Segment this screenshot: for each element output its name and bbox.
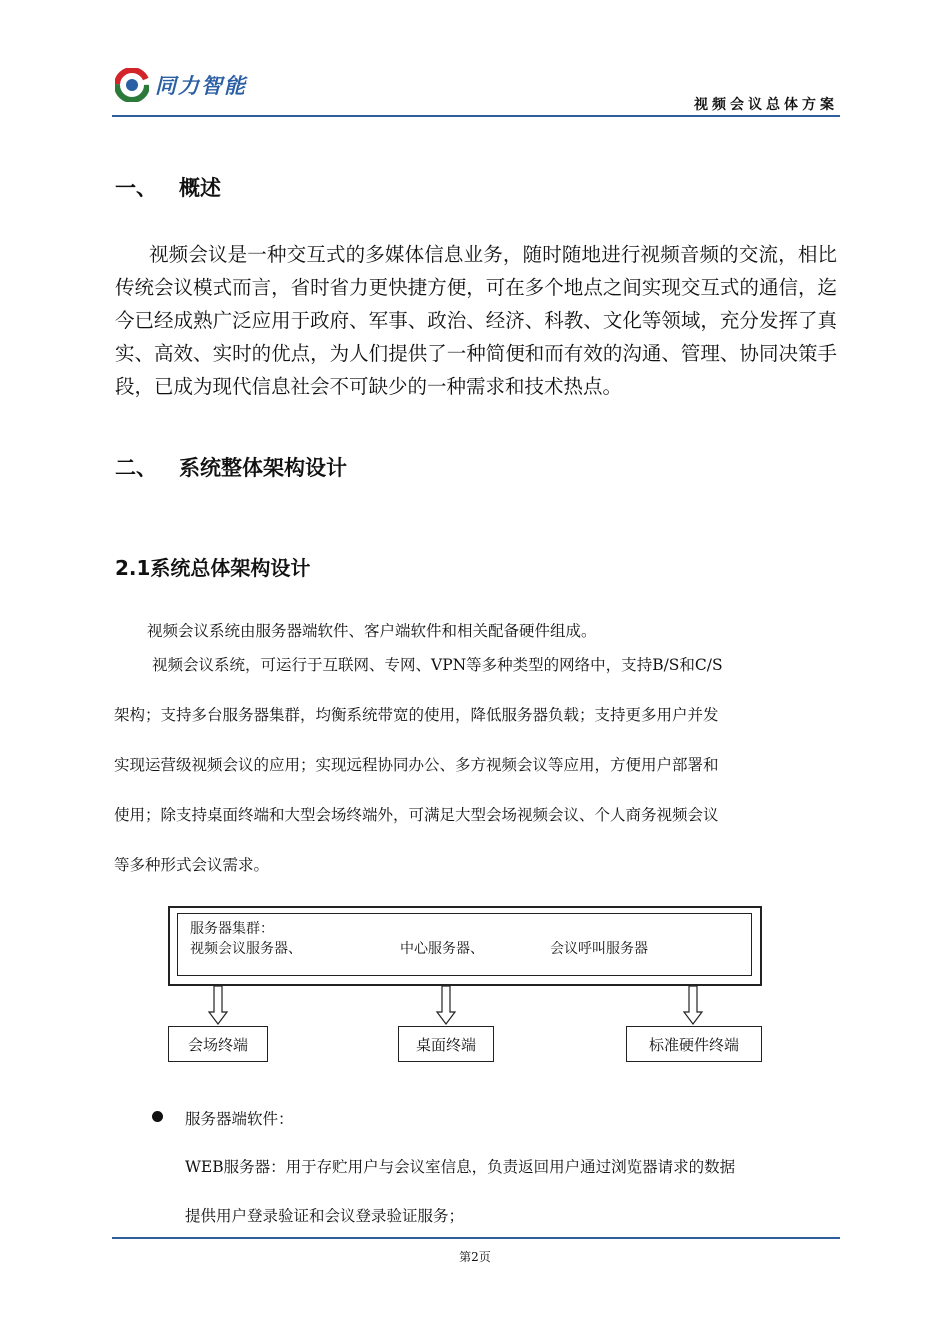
bullet-line: WEB服务器：用于存贮用户与会议室信息，负责返回用户通过浏览器请求的数据 [185, 1158, 736, 1176]
down-arrow-icon [437, 986, 455, 1024]
terminal-box-desktop: 桌面终端 [398, 1026, 494, 1062]
body-line: 等多种形式会议需求。 [114, 856, 270, 874]
server-item: 视频会议服务器、 [190, 941, 302, 957]
bullet-line: 提供用户登录验证和会议登录验证服务； [185, 1207, 465, 1225]
overview-paragraph: 视频会议是一种交互式的多媒体信息业务，随时随地进行视频音频的交流，相比传统会议模式而言，省时省力更快捷方便，可在多个地点之间实现交互式的通信，迄今已经成熟广泛应用于政府、军事、政治、经济、科教、文化等领域，充分发挥了真实、高效、实时的优点，为人们提供了一种简便和而有效的沟通、管理、协同决策手段，已成为现代信息社会不可缺少的一种需求和技术热点。 [115, 243, 837, 398]
server-item: 会议呼叫服务器 [550, 941, 648, 957]
body-line: 实现运营级视频会议的应用；实现远程协同办公、多方视频会议等应用，方便用户部署和 [114, 756, 719, 774]
footer-divider [112, 1237, 840, 1239]
body-line: 使用；除支持桌面终端和大型会场终端外，可满足大型会场视频会议、个人商务视频会议 [114, 806, 719, 824]
section-number: 一、 [115, 176, 157, 200]
section-number: 二、 [115, 456, 157, 480]
page-number: 第2页 [459, 1250, 491, 1264]
bullet-title: 服务器端软件： [185, 1110, 294, 1128]
body-line: 架构；支持多台服务器集群，均衡系统带宽的使用，降低服务器负载；支持更多用户并发 [114, 706, 719, 724]
cluster-label: 服务器集群： [190, 921, 274, 937]
company-name: 同力智能 [155, 74, 247, 98]
document-title: 视频会议总体方案 [694, 97, 838, 113]
subsection-heading: 2.1系统总体架构设计 [115, 556, 311, 580]
intro-line: 视频会议系统由服务器端软件、客户端软件和相关配备硬件组成。 [147, 622, 597, 640]
down-arrow-icon [684, 986, 702, 1024]
terminal-box-hardware: 标准硬件终端 [626, 1026, 762, 1062]
body-line: 视频会议系统，可运行于互联网、专网、VPN等多种类型的网络中，支持B/S和C/S [152, 656, 723, 674]
down-arrow-icon [209, 986, 227, 1024]
section-title: 系统整体架构设计 [179, 456, 347, 480]
section-title: 概述 [179, 176, 221, 200]
terminal-box-venue: 会场终端 [168, 1026, 268, 1062]
server-item: 中心服务器、 [400, 941, 484, 957]
bullet-icon [152, 1111, 163, 1122]
